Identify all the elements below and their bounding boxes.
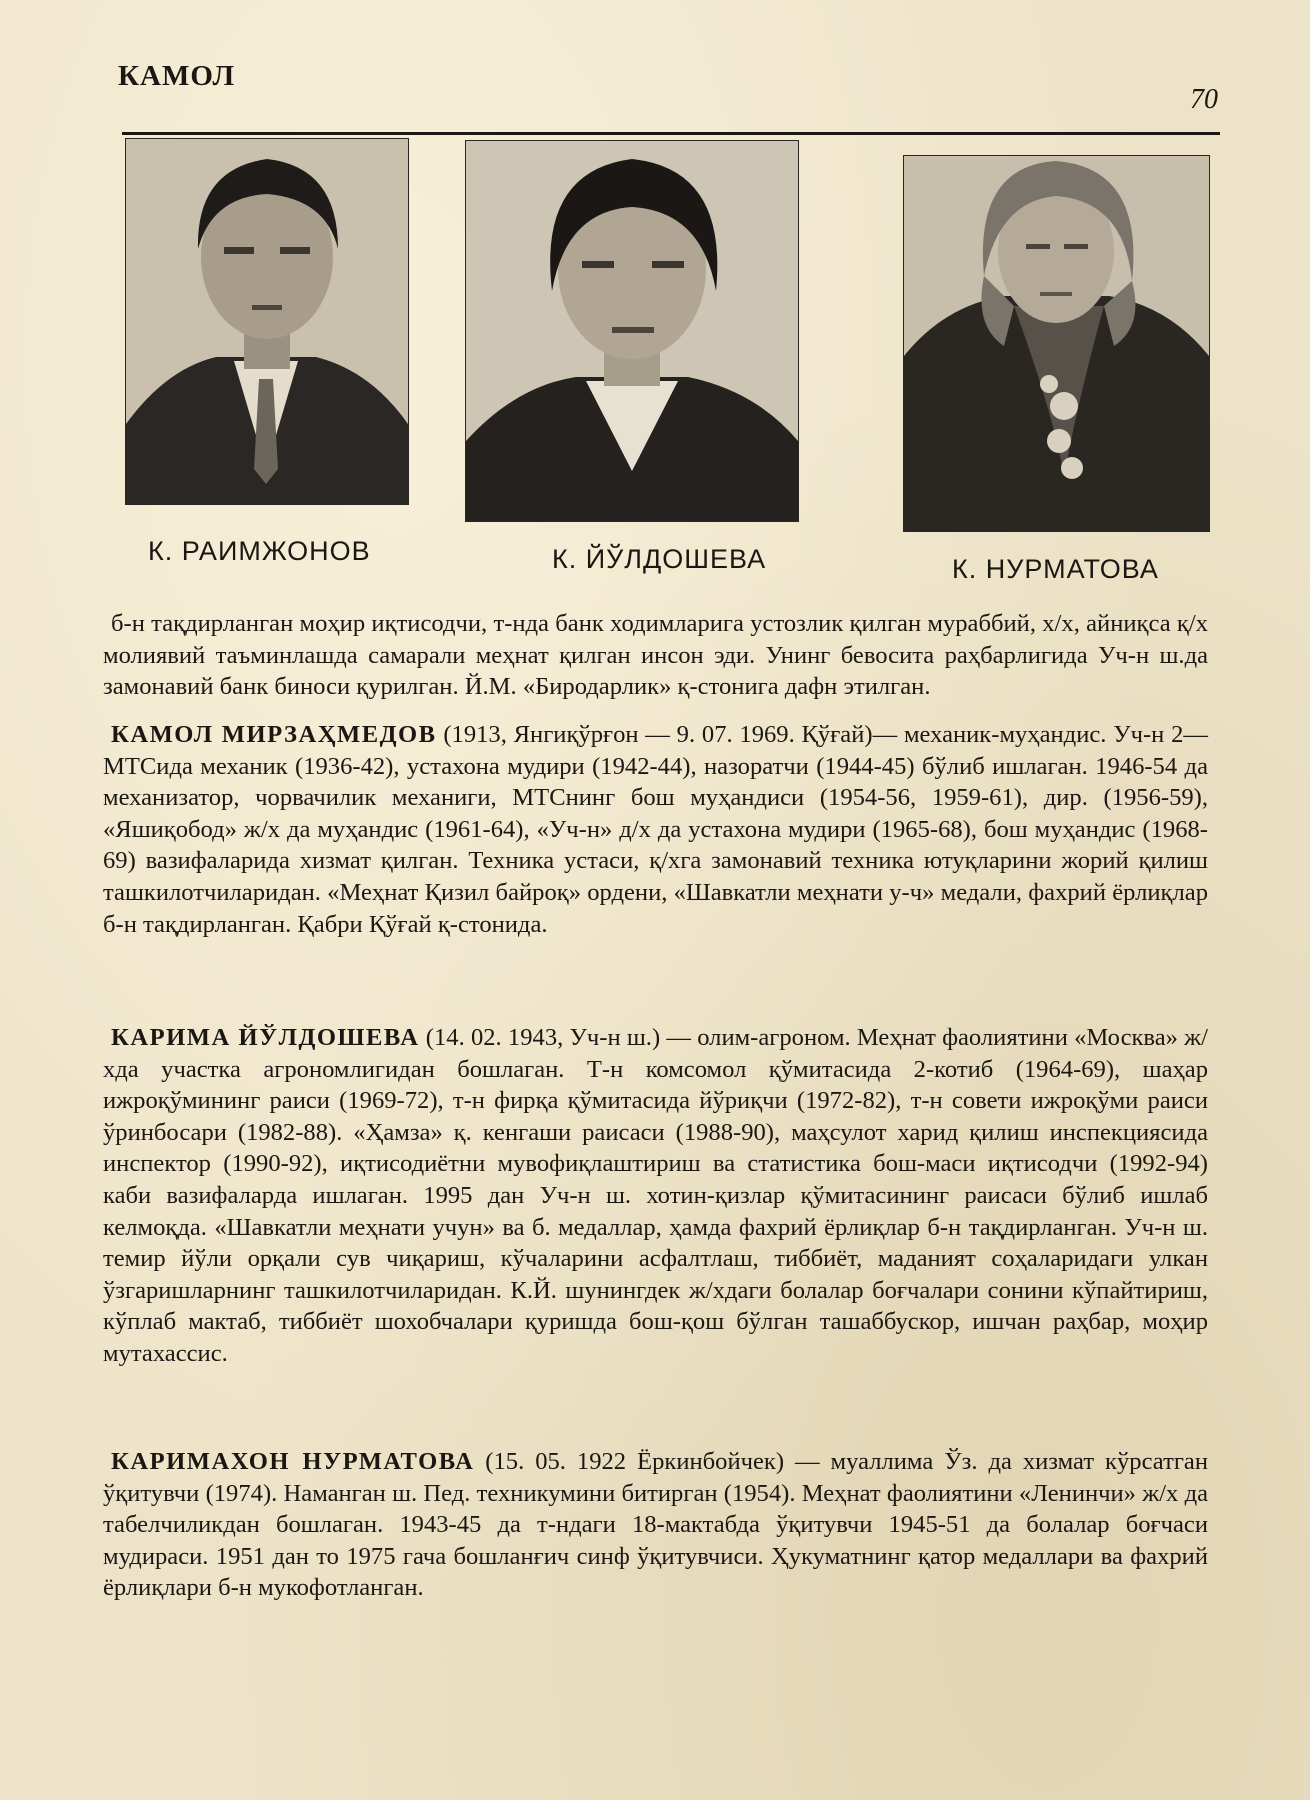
biography-entry <box>103 1022 1208 1370</box>
portrait-caption: К. ЙЎЛДОШЕВА <box>552 544 767 574</box>
entry-paragraph <box>103 1446 1208 1604</box>
entry-name: КАРИМАХОН НУРМАТОВА <box>111 1448 475 1475</box>
portrait-photo <box>903 155 1210 532</box>
running-header: КАМОЛ <box>118 60 236 92</box>
portrait-photo <box>125 138 409 505</box>
entry-text: (15. 05. 1922 Ёркинбойчек) — муаллима Ўз. да хизмат кўрсатган ўқитувчи (1974). Наманган ш. Пед. техникумини битирган (1954). Меҳнат фаолиятини «Ленинчи» ж/х да табелчиликдан бошлаган. 1943-45 да т-ндаги 18-мактабда ўқитувчи 1945-51 да болалар боғчаси мудираси. 1951 дан то 1975 гача бошланғич синф ўқитувчиси. Ҳукуматнинг қатор медаллари ва фахрий ёрлиқлари б-н мукофотланган. <box>103 1448 1208 1602</box>
portrait-caption: К. РАИМЖОНОВ <box>148 536 371 566</box>
entry-paragraph <box>103 1022 1208 1370</box>
entry-name: КАМОЛ МИРЗАҲМЕДОВ <box>111 721 437 748</box>
header-divider <box>122 132 1220 135</box>
entry-paragraph <box>103 719 1208 940</box>
entry-name: КАРИМА ЙЎЛДОШЕВА <box>111 1024 420 1051</box>
entry-text: б-н тақдирланган моҳир иқтисодчи, т-нда банк ходимларига устозлик қилган мураббий, х/х, айниқса қ/х молиявий таъминлашда самарали меҳнат қилган инсон эди. Унинг бевосита раҳбарлигида Уч-н ш.да замонавий банк биноси қурилган. Й.М. «Биродарлик» қ-стонига дафн этилган. <box>103 610 1208 701</box>
entry-text: (1913, Янгиқўрғон — 9. 07. 1969. Қўғай)— механик-муҳандис. Уч-н 2—МТСида механик (1936-42), устахона мудири (1942-44), назоратчи (1944-45) бўлиб ишлаган. 1946-54 да механизатор, чорвачилик механиги, МТСнинг бош муҳандиси (1954-56, 1959-61), дир. (1956-59), «Яшиқобод» ж/х да муҳандис (1961-64), «Уч-н» д/х да устахона мудири (1965-68), бош муҳандис (1968-69) вазифаларида хизмат қилган. Техника устаси, қ/хга замонавий техника ютуқларини жорий қилиш ташкилотчиларидан. «Меҳнат Қизил байроқ» ордени, «Шавкатли меҳнати у-ч» медали, фахрий ёрлиқлар б-н тақдирланган. Қабри Қўғай қ-стонида. <box>103 721 1208 938</box>
woman-portrait-icon <box>466 141 798 521</box>
elderly-woman-portrait-icon <box>904 156 1209 531</box>
entry-continuation <box>103 608 1208 703</box>
entry-text: (14. 02. 1943, Уч-н ш.) — олим-агроном. Меҳнат фаолиятини «Москва» ж/хда участка агрономлигидан бошлаган. Т-н комсомол қўмитасида 2-котиб (1964-69), шаҳар ижроқўмининг раиси (1969-72), т-н фирқа қўмитасида йўриқчи (1972-82), т-н совети ижроқўми раиси ўринбосари (1982-88). «Ҳамза» қ. кенгаши раисаси (1988-90), маҳсулот харид қилиш инспекциясида инспектор (1990-92), иқтисодиётни мувофиқлаштириш ва статистика бош-маси иқтисодчи (1992-94) каби вазифаларда ишлаган. 1995 дан Уч-н ш. хотин-қизлар қўмитасининг раисаси бўлиб ишлаб келмоқда. «Шавкатли меҳнати учун» ва б. медаллар, ҳамда фахрий ёрлиқлар б-н тақдирланган. Уч-н ш. темир йўли орқали сув чиқариш, кўчаларини асфалтлаш, тиббиёт, маданият соҳаларидаги улкан ўзгаришларнинг ташкилотчиларидан. К.Й. шунингдек ж/хдаги болалар боғчалари сонини кўпайтириш, кўплаб мактаб, тиббиёт шохобчалари қуришда бош-қош бўлган ташаббускор, ишчан раҳбар, моҳир мутахассис. <box>103 1024 1208 1367</box>
biography-entry <box>103 1446 1208 1604</box>
portrait-caption: К. НУРМАТОВА <box>952 554 1159 584</box>
portrait-photo <box>465 140 799 522</box>
page-number: 70 <box>1190 84 1218 115</box>
man-portrait-icon <box>126 139 408 504</box>
biography-entry <box>103 719 1208 940</box>
